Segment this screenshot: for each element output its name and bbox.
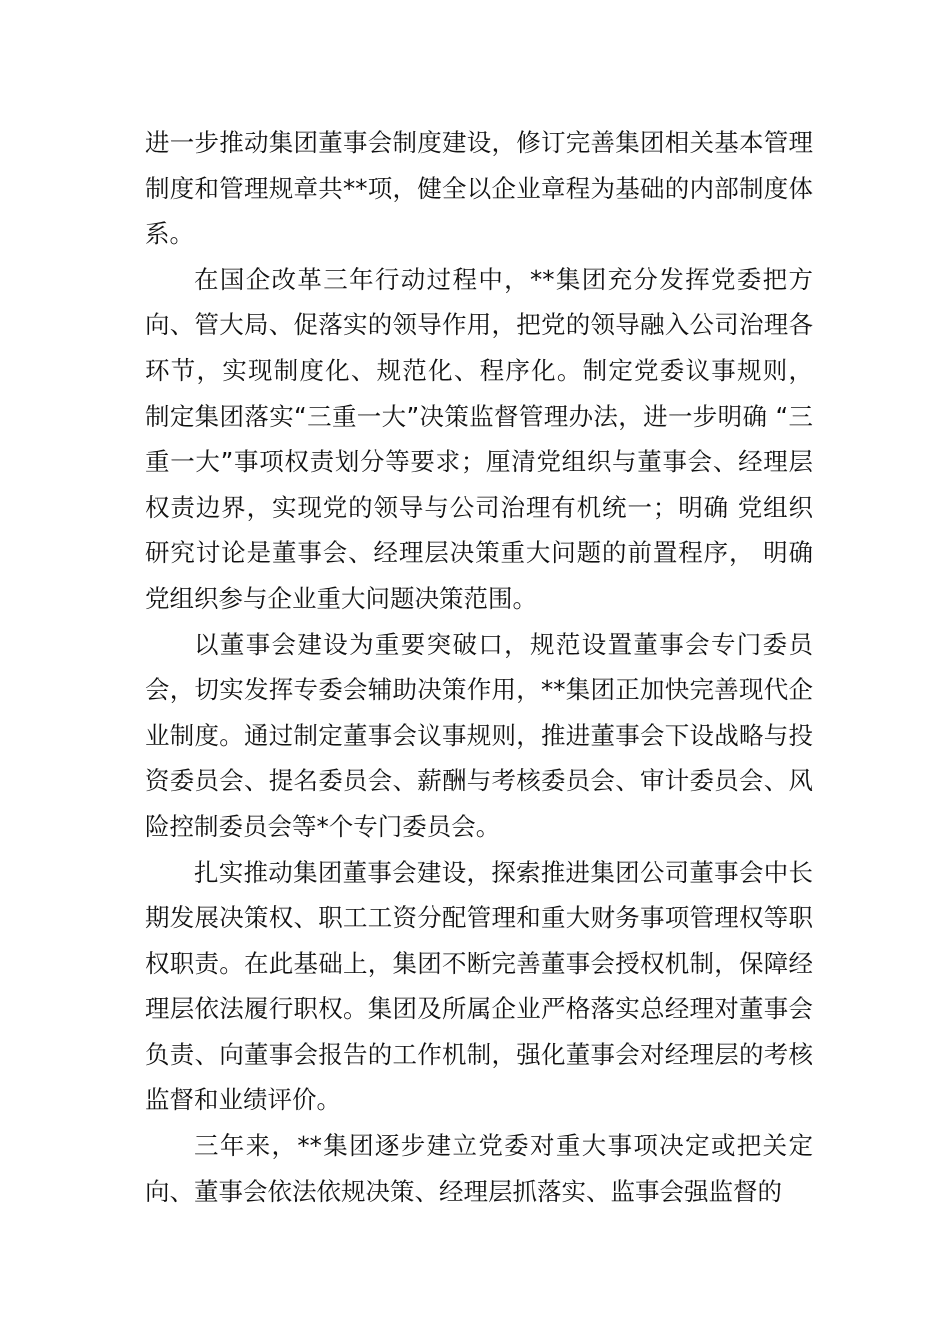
paragraph-three-years: 三年来，**集团逐步建立党委对重大事项决定或把关定向、董事会依法依规决策、经理层抓落实、监事会强监督的 [145, 1131, 813, 1206]
paragraph-party-leadership: 在国企改革三年行动过程中，**集团充分发挥党委把方向、管大局、促落实的领导作用，把党的领导融入公司治理各环节，实现制度化、规范化、程序化。制定党委议事规则， 制定集团落实“三重一大”决策监督管理办法，进一步明确 “三重一大”事项权责划分等要求；厘清党组织与董事会、经理层权责边界，实现党的领导与公司治理有机统一；明确 党组织研究讨论是董事会、经理层决策重大问题的前置程序， 明确党组织参与企业重大问题决策范围。 [145, 264, 813, 613]
document-body [145, 120, 813, 1214]
paragraph-special-committees: 以董事会建设为重要突破口，规范设置董事会专门委员会，切实发挥专委会辅助决策作用，**集团正加快完善现代企业制度。通过制定董事会议事规则，推进董事会下设战略与投资委员会、提名委员会、薪酬与考核委员会、审计委员会、风险控制委员会等*个专门委员会。 [145, 629, 813, 841]
paragraph-board-authority: 扎实推动集团董事会建设，探索推进集团公司董事会中长期发展决策权、职工工资分配管理和重大财务事项管理权等职权职责。在此基础上，集团不断完善董事会授权机制，保障经理层依法履行职权。集团及所属企业严格落实总经理对董事会负责、向董事会报告的工作机制，强化董事会对经理层的考核监督和业绩评价。 [145, 857, 813, 1115]
paragraph-board-system: 进一步推动集团董事会制度建设，修订完善集团相关基本管理制度和管理规章共**项，健全以企业章程为基础的内部制度体系。 [145, 128, 813, 249]
